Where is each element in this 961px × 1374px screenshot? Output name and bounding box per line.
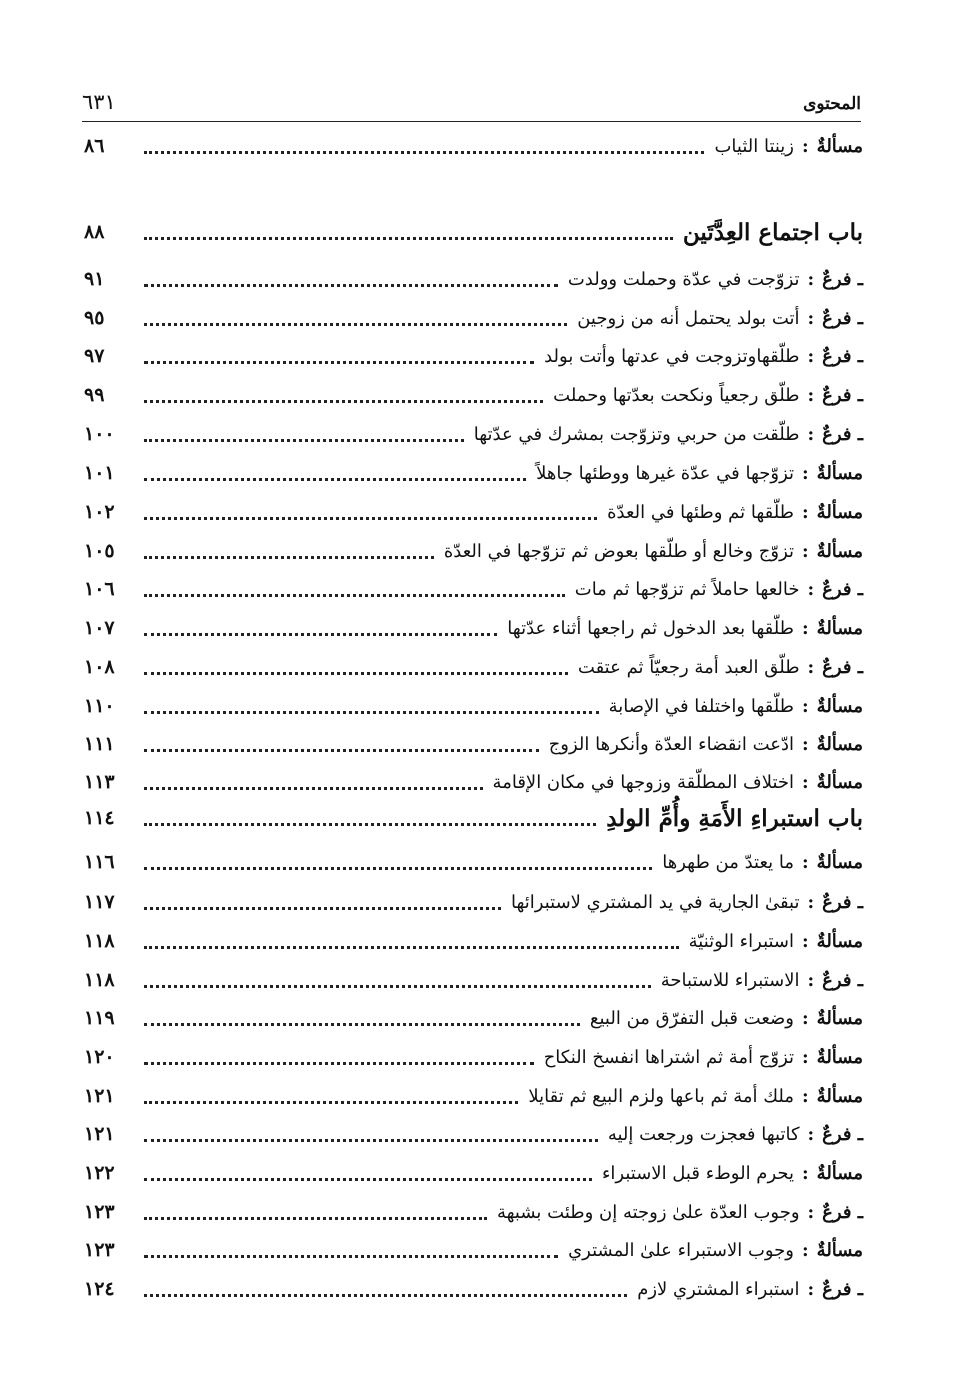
toc-entry (84, 570, 863, 608)
dot-leader (144, 1139, 598, 1142)
colon-separator: : (802, 930, 809, 952)
dot-leader (144, 237, 673, 240)
dot-leader (144, 1023, 580, 1026)
toc-entry (84, 1077, 863, 1115)
dot-leader (144, 867, 652, 870)
dot-leader (144, 284, 558, 287)
entry-type-masala: مسألةٌ (816, 617, 863, 639)
toc-entry (84, 493, 863, 531)
colon-separator: : (807, 1278, 815, 1300)
dot-leader (144, 633, 497, 636)
dot-leader (144, 1178, 592, 1181)
toc-entry (84, 127, 863, 165)
entry-page-number: ١٢١ (84, 1123, 115, 1145)
dot-leader (144, 400, 543, 403)
toc-entry (84, 415, 863, 453)
colon-separator: : (802, 540, 809, 562)
toc-entry (84, 843, 863, 881)
entry-type-far: ـ فرعٌ (822, 1278, 863, 1300)
entry-type-far: ـ فرعٌ (822, 307, 863, 329)
entry-title: تزوّجها في عدّة غيرها ووطئها جاهلاً (536, 462, 795, 484)
entry-title: وضعت قبل التفرّق من البيع (589, 1007, 795, 1029)
entry-type-masala: مسألةٌ (816, 771, 863, 793)
entry-page-number: ٨٨ (84, 221, 105, 243)
entry-title: تزوّجت في عدّة وحملت وولدت (567, 268, 800, 290)
colon-separator: : (802, 617, 809, 639)
colon-separator: : (802, 695, 809, 717)
entry-title: أتت بولد يحتمل أنه من زوجين (577, 307, 800, 329)
entry-type-masala: مسألةٌ (816, 1162, 863, 1184)
entry-title: طلّقها بعد الدخول ثم راجعها أثناء عدّتها (507, 617, 795, 639)
toc-entry (84, 999, 863, 1037)
entry-page-number: ١٢٣ (84, 1201, 115, 1223)
entry-title: ما يعتدّ من طهرها (662, 851, 795, 873)
entry-title: طلّقهاوتزوجت في عدتها وأتت بولد (544, 345, 800, 367)
entry-title: طلّقت من حربي وتزوّجت بمشرك في عدّتها (473, 423, 800, 445)
dot-leader (144, 517, 597, 520)
entry-page-number: ١٠٥ (84, 540, 115, 562)
colon-separator: : (802, 1007, 809, 1029)
colon-separator: : (802, 771, 809, 793)
entry-page-number: ١١٨ (84, 930, 115, 952)
entry-type-masala: مسألةٌ (816, 540, 863, 562)
colon-separator: : (807, 891, 815, 913)
entry-type-far: ـ فرعٌ (822, 384, 863, 406)
entry-type-masala: مسألةٌ (816, 135, 863, 157)
entry-title: استبراء المشتري لازم (637, 1278, 800, 1300)
colon-separator: : (807, 307, 815, 329)
entry-title: خالعها حاملاً ثم تزوّجها ثم مات (574, 578, 800, 600)
colon-separator: : (807, 578, 815, 600)
entry-type-masala: مسألةٌ (816, 462, 863, 484)
toc-entry (84, 1270, 863, 1308)
entry-title: باب استبراءِ الأَمَةِ وأُمِّ الولدِ (606, 804, 863, 832)
entry-page-number: ١١٨ (84, 969, 115, 991)
entry-title: طلّقها واختلفا في الإصابة (608, 695, 795, 717)
entry-page-number: ١٠٨ (84, 656, 115, 678)
entry-type-masala: مسألةٌ (816, 1239, 863, 1261)
entry-type-far: ـ فرعٌ (822, 969, 863, 991)
entry-type-masala: مسألةٌ (816, 1046, 863, 1068)
entry-title: اختلاف المطلّقة وزوجها في مكان الإقامة (492, 771, 795, 793)
toc-entry (84, 337, 863, 375)
toc-chapter-heading (84, 799, 863, 837)
entry-title: زينتا الثياب (714, 135, 795, 157)
colon-separator: : (807, 268, 815, 290)
colon-separator: : (807, 384, 815, 406)
entry-type-far: ـ فرعٌ (822, 1123, 863, 1145)
colon-separator: : (807, 423, 815, 445)
entry-title: تبقىٰ الجارية في يد المشتري لاستبرائها (511, 891, 800, 913)
entry-type-masala: مسألةٌ (816, 851, 863, 873)
toc-entry (84, 376, 863, 414)
entry-title: كاتبها فعجزت ورجعت إليه (607, 1123, 800, 1145)
entry-page-number: ١١٤ (84, 807, 115, 829)
entry-title: ادّعت انقضاء العدّة وأنكرها الزوج (548, 733, 795, 755)
dot-leader (144, 823, 596, 826)
entry-page-number: ١٠١ (84, 462, 115, 484)
entry-title: طلّق رجعياً ونكحت بعدّتها وحملت (553, 384, 800, 406)
toc-entry (84, 1115, 863, 1153)
entry-page-number: ٩١ (84, 268, 105, 290)
section-title: المحتوى (803, 94, 861, 114)
dot-leader (144, 1101, 518, 1104)
colon-separator: : (807, 1123, 815, 1145)
entry-page-number: ١١٧ (84, 891, 115, 913)
entry-type-masala: مسألةٌ (816, 733, 863, 755)
dot-leader (144, 787, 483, 790)
colon-separator: : (802, 851, 809, 873)
entry-title: باب اجتماع العِدَّتَين (682, 218, 863, 246)
entry-type-masala: مسألةٌ (816, 1085, 863, 1107)
entry-type-masala: مسألةٌ (816, 501, 863, 523)
colon-separator: : (802, 1085, 809, 1107)
dot-leader (144, 1217, 487, 1220)
dot-leader (144, 323, 567, 326)
entry-page-number: ١٢٠ (84, 1046, 115, 1068)
colon-separator: : (802, 501, 809, 523)
entry-type-far: ـ فرعٌ (822, 1201, 863, 1223)
colon-separator: : (807, 969, 815, 991)
toc-entry (84, 648, 863, 686)
entry-page-number: ١٠٠ (84, 423, 115, 445)
entry-type-masala: مسألةٌ (816, 695, 863, 717)
toc-entry (84, 961, 863, 999)
entry-type-masala: مسألةٌ (816, 930, 863, 952)
entry-page-number: ٨٦ (84, 135, 105, 157)
toc-chapter-heading (84, 213, 863, 251)
dot-leader (144, 151, 704, 154)
entry-type-far: ـ فرعٌ (822, 578, 863, 600)
entry-title: تزوّج وخالع أو طلّقها بعوض ثم تزوّجها في العدّة (443, 540, 795, 562)
entry-page-number: ١٠٦ (84, 578, 115, 600)
entry-title: ملك أمة ثم باعها ولزم البيع ثم تقايلا (528, 1085, 795, 1107)
entry-title: يحرم الوطء قبل الاستبراء (601, 1162, 795, 1184)
entry-page-number: ١٢٤ (84, 1278, 115, 1300)
entry-page-number: ١١٦ (84, 851, 115, 873)
toc-entry (84, 1193, 863, 1231)
colon-separator: : (802, 1239, 809, 1261)
entry-page-number: ١١١ (84, 733, 115, 755)
dot-leader (144, 907, 501, 910)
running-header (82, 84, 861, 114)
toc-entry (84, 1231, 863, 1269)
entry-title: وجوب الاستبراء علىٰ المشتري (568, 1239, 795, 1261)
colon-separator: : (807, 345, 815, 367)
dot-leader (144, 594, 565, 597)
entry-title: الاستبراء للاستباحة (660, 969, 800, 991)
entry-title: طلّقها ثم وطئها في العدّة (607, 501, 795, 523)
toc-entry (84, 532, 863, 570)
dot-leader (144, 672, 568, 675)
entry-title: استبراء الوثنيّة (688, 930, 795, 952)
entry-type-far: ـ فرعٌ (822, 423, 863, 445)
dot-leader (144, 946, 679, 949)
colon-separator: : (802, 1046, 809, 1068)
entry-title: طلّق العبد أمة رجعيّاً ثم عتقت (577, 656, 800, 678)
colon-separator: : (807, 1201, 815, 1223)
entry-type-far: ـ فرعٌ (822, 656, 863, 678)
colon-separator: : (802, 462, 809, 484)
entry-type-far: ـ فرعٌ (822, 891, 863, 913)
entry-page-number: ١٢١ (84, 1085, 115, 1107)
entry-title: تزوّج أمة ثم اشتراها انفسخ النكاح (543, 1046, 795, 1068)
toc-entry (84, 299, 863, 337)
dot-leader (144, 439, 464, 442)
entry-type-masala: مسألةٌ (816, 1007, 863, 1029)
entry-page-number: ١١٩ (84, 1007, 115, 1029)
entry-title: وجوب العدّة علىٰ زوجته إن وطئت بشبهة (496, 1201, 800, 1223)
entry-type-far: ـ فرعٌ (822, 268, 863, 290)
colon-separator: : (807, 656, 815, 678)
dot-leader (144, 985, 651, 988)
toc-entry (84, 609, 863, 647)
toc-entry (84, 260, 863, 298)
entry-type-far: ـ فرعٌ (822, 345, 863, 367)
entry-page-number: ١٢٢ (84, 1162, 115, 1184)
dot-leader (144, 478, 526, 481)
page-number: ٦٣١ (82, 90, 116, 114)
entry-page-number: ١١٠ (84, 695, 115, 717)
entry-page-number: ٩٥ (84, 307, 105, 329)
entry-page-number: ٩٩ (84, 384, 105, 406)
toc-entry (84, 1154, 863, 1192)
dot-leader (144, 361, 534, 364)
dot-leader (144, 1062, 534, 1065)
toc-entry (84, 1038, 863, 1076)
entry-page-number: ١١٣ (84, 771, 115, 793)
toc-entry (84, 922, 863, 960)
entry-page-number: ١٢٣ (84, 1239, 115, 1261)
toc-entry (84, 883, 863, 921)
dot-leader (144, 711, 599, 714)
dot-leader (144, 749, 539, 752)
dot-leader (144, 556, 434, 559)
entry-page-number: ٩٧ (84, 345, 105, 367)
dot-leader (144, 1294, 627, 1297)
toc-entry (84, 454, 863, 492)
colon-separator: : (802, 733, 809, 755)
entry-page-number: ١٠٢ (84, 501, 115, 523)
dot-leader (144, 1255, 558, 1258)
colon-separator: : (802, 135, 809, 157)
colon-separator: : (802, 1162, 809, 1184)
header-rule (82, 121, 861, 122)
toc-entry (84, 687, 863, 725)
entry-page-number: ١٠٧ (84, 617, 115, 639)
toc-entry (84, 763, 863, 801)
toc-entry (84, 725, 863, 763)
